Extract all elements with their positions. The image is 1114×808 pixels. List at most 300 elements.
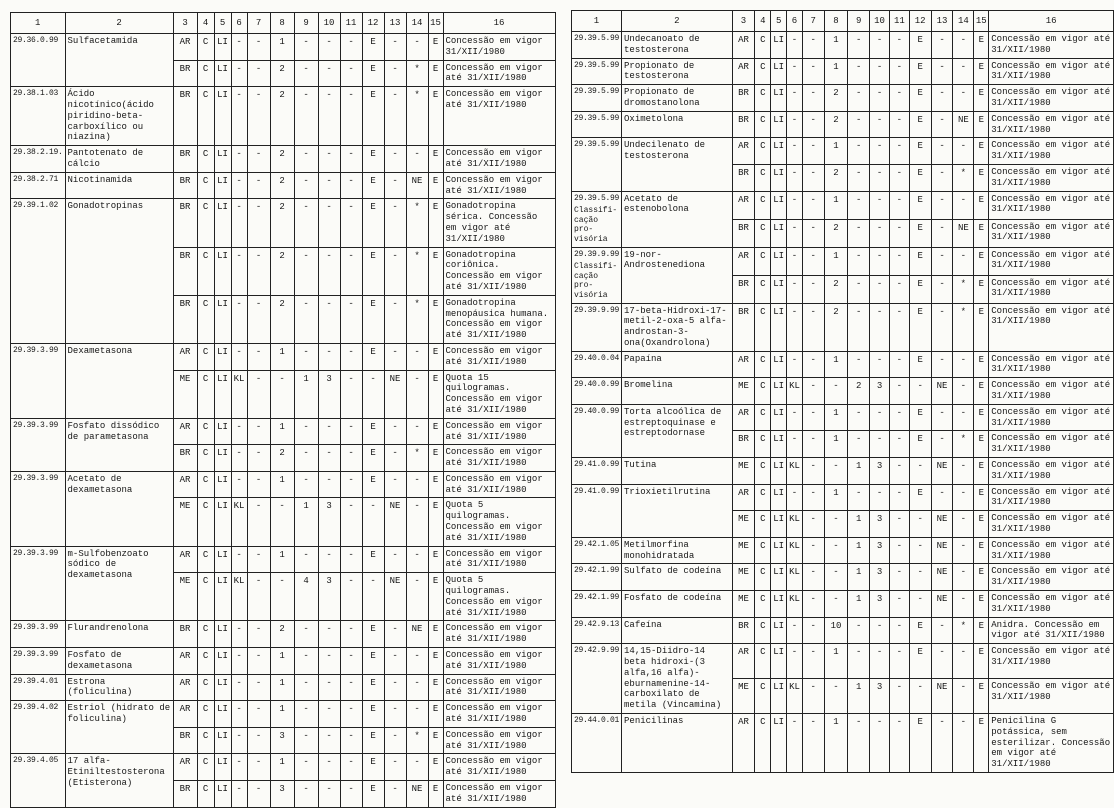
value-cell-col6: - (231, 546, 247, 573)
value-cell-col4: C (755, 714, 771, 773)
value-cell-col14: - (953, 58, 974, 85)
substance-name-cell: Bromelina (622, 378, 733, 405)
value-cell-col13: - (384, 247, 406, 295)
value-cell-col15: E (428, 343, 443, 370)
value-cell-col14: - (953, 138, 974, 165)
value-cell-col7: - (802, 431, 824, 458)
left-page (10, 12, 556, 808)
value-cell-col6: - (787, 219, 803, 247)
hs-code: 29.39.4.01 (13, 676, 59, 686)
value-cell-col5: LI (214, 172, 231, 199)
value-cell-col7: - (802, 564, 824, 591)
value-cell-col7: - (247, 701, 270, 728)
value-cell-col15: E (428, 199, 443, 247)
value-cell-col3: AR (732, 351, 755, 378)
table-row (572, 404, 1114, 431)
value-cell-col11: - (889, 458, 909, 485)
table-row (572, 378, 1114, 405)
hs-code-cell (572, 484, 622, 537)
value-cell-col12: E (909, 484, 931, 511)
column-header-13: 13 (931, 11, 953, 32)
substance-name-cell: Gonadotropinas (65, 199, 173, 344)
observation-cell: Quota 15 quilogramas. Concessão em vigor até 31/XII/1980 (443, 370, 555, 418)
value-cell-col13: - (384, 172, 406, 199)
value-cell-col13: - (384, 445, 406, 472)
hs-code-cell (572, 644, 622, 714)
observation-cell: Quota 5 quilogramas. Concessão em vigor até 31/XII/1980 (443, 498, 555, 546)
value-cell-col13: - (931, 617, 953, 644)
substance-name-cell: Estriol (hidrato de foliculina) (65, 701, 173, 754)
value-cell-col5: LI (214, 60, 231, 87)
value-cell-col11: - (340, 418, 362, 445)
value-cell-col10: - (870, 58, 890, 85)
observation-cell: Anidra. Concessão em vigor até 31/XII/1980 (989, 617, 1114, 644)
value-cell-col8: 2 (824, 164, 848, 191)
hs-code-cell (572, 714, 622, 773)
value-cell-col12: E (362, 60, 384, 87)
value-cell-col10: - (318, 701, 340, 728)
value-cell-col6: - (787, 191, 803, 219)
value-cell-col12: E (362, 781, 384, 808)
substance-name-cell: Sulfacetamida (65, 34, 173, 87)
value-cell-col6: - (787, 275, 803, 303)
value-cell-col11: - (889, 511, 909, 538)
value-cell-col8: 2 (824, 85, 848, 112)
value-cell-col8: 1 (824, 247, 848, 275)
value-cell-col9: 1 (848, 511, 870, 538)
hs-code-cell (572, 351, 622, 378)
value-cell-col5: LI (214, 199, 231, 247)
value-cell-col15: E (974, 564, 989, 591)
substance-name-cell: Trioxietilrutina (622, 484, 733, 537)
value-cell-col8: - (824, 537, 848, 564)
value-cell-col3: AR (173, 34, 197, 61)
value-cell-col9: - (848, 431, 870, 458)
value-cell-col8: 2 (824, 303, 848, 351)
hs-code-cell (572, 111, 622, 138)
value-cell-col8: 2 (270, 621, 294, 648)
value-cell-col3: AR (173, 471, 197, 498)
value-cell-col5: LI (214, 621, 231, 648)
value-cell-col14: * (953, 617, 974, 644)
value-cell-col10: - (318, 418, 340, 445)
observation-cell: Concessão em vigor até 31/XII/1980 (443, 701, 555, 728)
classification-note: Classifi-cação pro-visória (574, 262, 618, 300)
observation-cell: Concessão em vigor até 31/XII/1980 (443, 727, 555, 754)
value-cell-col11: - (889, 564, 909, 591)
value-cell-col7: - (802, 58, 824, 85)
value-cell-col4: C (755, 431, 771, 458)
value-cell-col4: C (755, 644, 771, 679)
value-cell-col9: - (294, 172, 318, 199)
value-cell-col10: - (870, 111, 890, 138)
value-cell-col3: ME (732, 378, 755, 405)
value-cell-col4: C (755, 484, 771, 511)
column-header-9: 9 (848, 11, 870, 32)
value-cell-col11: - (889, 484, 909, 511)
value-cell-col14: - (953, 564, 974, 591)
value-cell-col3: BR (732, 219, 755, 247)
value-cell-col9: 1 (848, 679, 870, 714)
value-cell-col4: C (197, 498, 214, 546)
value-cell-col11: - (889, 617, 909, 644)
table-row (572, 537, 1114, 564)
value-cell-col8: 1 (270, 701, 294, 728)
observation-cell: Concessão em vigor até 31/XII/1980 (443, 546, 555, 573)
hs-code-cell (572, 378, 622, 405)
hs-code-cell (572, 458, 622, 485)
hs-code: 29.44.0.01 (574, 716, 620, 725)
value-cell-col13: - (384, 754, 406, 781)
value-cell-col5: LI (771, 431, 787, 458)
value-cell-col12: E (362, 754, 384, 781)
concession-table-right (571, 10, 1114, 773)
observation-cell: Concessão em vigor até 31/XII/1980 (989, 138, 1114, 165)
hs-code: 29.39.9.99 (574, 249, 620, 259)
value-cell-col4: C (197, 295, 214, 343)
value-cell-col7: - (247, 674, 270, 701)
value-cell-col4: C (197, 172, 214, 199)
value-cell-col11: - (340, 727, 362, 754)
value-cell-col5: LI (214, 546, 231, 573)
value-cell-col6: - (231, 754, 247, 781)
value-cell-col13: - (931, 484, 953, 511)
value-cell-col3: BR (173, 60, 197, 87)
value-cell-col5: LI (771, 591, 787, 618)
observation-cell: Concessão em vigor até 31/XII/1980 (443, 87, 555, 146)
value-cell-col13: - (384, 34, 406, 61)
value-cell-col4: C (755, 85, 771, 112)
value-cell-col6: - (787, 431, 803, 458)
table-row (572, 191, 1114, 219)
column-header-4: 4 (755, 11, 771, 32)
value-cell-col15: E (974, 191, 989, 219)
value-cell-col15: E (428, 370, 443, 418)
value-cell-col4: C (755, 511, 771, 538)
value-cell-col9: - (294, 727, 318, 754)
value-cell-col14: - (953, 191, 974, 219)
value-cell-col7: - (802, 247, 824, 275)
value-cell-col7: - (802, 617, 824, 644)
value-cell-col6: - (787, 484, 803, 511)
observation-cell: Concessão em vigor até 31/XII/1980 (989, 537, 1114, 564)
value-cell-col11: - (340, 674, 362, 701)
value-cell-col3: AR (173, 674, 197, 701)
hs-code-cell (11, 701, 66, 754)
value-cell-col5: LI (214, 146, 231, 173)
right-page (571, 10, 1114, 773)
value-cell-col13: - (931, 85, 953, 112)
value-cell-col9: - (294, 781, 318, 808)
value-cell-col7: - (802, 537, 824, 564)
value-cell-col8: 1 (824, 58, 848, 85)
value-cell-col3: AR (173, 343, 197, 370)
table-row (572, 484, 1114, 511)
value-cell-col10: 3 (870, 458, 890, 485)
hs-code: 29.42.1.99 (574, 593, 620, 603)
value-cell-col4: C (197, 34, 214, 61)
value-cell-col11: - (340, 199, 362, 247)
value-cell-col11: - (340, 146, 362, 173)
value-cell-col8: - (824, 458, 848, 485)
value-cell-col12: - (909, 378, 931, 405)
value-cell-col7: - (802, 164, 824, 191)
value-cell-col10: 3 (318, 370, 340, 418)
value-cell-col11: - (889, 351, 909, 378)
column-header-12: 12 (362, 13, 384, 34)
hs-code-cell (572, 303, 622, 351)
hs-code-cell (572, 591, 622, 618)
value-cell-col6: - (787, 617, 803, 644)
observation-cell: Concessão em vigor até 31/XII/1980 (443, 674, 555, 701)
value-cell-col15: E (974, 219, 989, 247)
hs-code-cell (11, 146, 66, 173)
value-cell-col11: - (889, 431, 909, 458)
observation-cell: Concessão em vigor até 31/XII/1980 (443, 343, 555, 370)
value-cell-col4: C (197, 781, 214, 808)
value-cell-col10: - (870, 484, 890, 511)
value-cell-col15: E (428, 247, 443, 295)
value-cell-col9: 1 (848, 458, 870, 485)
value-cell-col15: E (974, 537, 989, 564)
observation-cell: Quota 5 quilogramas. Concessão em vigor até 31/XII/1980 (443, 573, 555, 621)
value-cell-col8: - (824, 591, 848, 618)
value-cell-col14: * (406, 295, 428, 343)
observation-cell: Concessão em vigor até 31/XII/1980 (989, 275, 1114, 303)
table-row (572, 564, 1114, 591)
observation-cell: Concessão em vigor até 31/XII/1980 (443, 146, 555, 173)
value-cell-col9: - (294, 295, 318, 343)
value-cell-col6: - (231, 87, 247, 146)
hs-code: 29.42.9.13 (574, 619, 620, 629)
value-cell-col10: - (870, 404, 890, 431)
hs-code: 29.39.4.02 (13, 703, 59, 713)
value-cell-col3: AR (732, 644, 755, 679)
value-cell-col11: - (889, 591, 909, 618)
value-cell-col9: - (848, 303, 870, 351)
value-cell-col5: LI (214, 295, 231, 343)
table-row (11, 418, 556, 445)
substance-name-cell: Nicotinamida (65, 172, 173, 199)
hs-code: 29.39.5.99 (574, 140, 620, 150)
substance-name-cell: Tutina (622, 458, 733, 485)
column-header-14: 14 (406, 13, 428, 34)
value-cell-col14: - (406, 754, 428, 781)
value-cell-col6: KL (787, 591, 803, 618)
table-row (11, 546, 556, 573)
value-cell-col14: - (406, 573, 428, 621)
value-cell-col4: C (197, 573, 214, 621)
value-cell-col10: 3 (318, 573, 340, 621)
value-cell-col8: 1 (270, 648, 294, 675)
value-cell-col15: E (428, 621, 443, 648)
hs-code-cell (572, 58, 622, 85)
value-cell-col15: E (428, 146, 443, 173)
value-cell-col7: - (247, 754, 270, 781)
value-cell-col5: LI (771, 617, 787, 644)
hs-code: 29.40.0.99 (574, 380, 620, 390)
value-cell-col10: - (318, 648, 340, 675)
value-cell-col13: NE (931, 511, 953, 538)
hs-code: 29.40.0.99 (574, 406, 620, 416)
value-cell-col13: - (384, 727, 406, 754)
value-cell-col8: 10 (824, 617, 848, 644)
value-cell-col12: - (909, 511, 931, 538)
value-cell-col4: C (755, 164, 771, 191)
value-cell-col3: AR (732, 404, 755, 431)
value-cell-col5: LI (214, 648, 231, 675)
value-cell-col15: E (428, 418, 443, 445)
value-cell-col3: ME (173, 573, 197, 621)
table-row (572, 351, 1114, 378)
table-row (11, 87, 556, 146)
value-cell-col11: - (340, 370, 362, 418)
value-cell-col11: - (340, 247, 362, 295)
value-cell-col15: E (428, 648, 443, 675)
hs-code-cell (11, 546, 66, 621)
value-cell-col12: - (362, 370, 384, 418)
value-cell-col14: - (953, 404, 974, 431)
value-cell-col13: - (384, 199, 406, 247)
value-cell-col10: - (318, 754, 340, 781)
observation-cell: Concessão em vigor até 31/XII/1980 (443, 781, 555, 808)
value-cell-col10: - (318, 295, 340, 343)
value-cell-col15: E (974, 275, 989, 303)
value-cell-col5: LI (771, 511, 787, 538)
value-cell-col5: LI (214, 418, 231, 445)
value-cell-col6: - (787, 58, 803, 85)
value-cell-col7: - (247, 60, 270, 87)
value-cell-col7: - (247, 546, 270, 573)
value-cell-col6: - (231, 60, 247, 87)
value-cell-col12: - (909, 591, 931, 618)
value-cell-col14: * (953, 164, 974, 191)
value-cell-col7: - (802, 275, 824, 303)
column-header-7: 7 (247, 13, 270, 34)
value-cell-col14: NE (953, 111, 974, 138)
value-cell-col5: LI (771, 138, 787, 165)
value-cell-col6: - (231, 781, 247, 808)
value-cell-col6: - (231, 727, 247, 754)
value-cell-col13: - (384, 781, 406, 808)
hs-code-cell (11, 87, 66, 146)
value-cell-col7: - (247, 648, 270, 675)
column-header-16: 16 (989, 11, 1114, 32)
value-cell-col8: 1 (824, 191, 848, 219)
value-cell-col12: E (909, 85, 931, 112)
value-cell-col10: 3 (318, 498, 340, 546)
value-cell-col7: - (247, 370, 270, 418)
value-cell-col3: AR (732, 247, 755, 275)
value-cell-col12: E (362, 418, 384, 445)
hs-code-cell (11, 674, 66, 701)
value-cell-col3: ME (732, 591, 755, 618)
value-cell-col6: - (787, 303, 803, 351)
value-cell-col6: KL (787, 458, 803, 485)
table-row (572, 303, 1114, 351)
value-cell-col10: 3 (870, 378, 890, 405)
value-cell-col12: - (909, 564, 931, 591)
value-cell-col13: - (931, 644, 953, 679)
substance-name-cell: Undecilenato de testosterona (622, 138, 733, 191)
value-cell-col10: 3 (870, 564, 890, 591)
value-cell-col7: - (802, 138, 824, 165)
value-cell-col15: E (974, 247, 989, 275)
value-cell-col7: - (802, 644, 824, 679)
value-cell-col6: KL (231, 498, 247, 546)
value-cell-col7: - (802, 484, 824, 511)
column-header-7: 7 (802, 11, 824, 32)
value-cell-col15: E (974, 138, 989, 165)
value-cell-col9: - (294, 471, 318, 498)
value-cell-col13: - (384, 418, 406, 445)
value-cell-col4: C (197, 546, 214, 573)
value-cell-col10: - (870, 431, 890, 458)
value-cell-col13: NE (931, 378, 953, 405)
value-cell-col3: BR (732, 164, 755, 191)
hs-code: 29.39.3.99 (13, 345, 59, 355)
value-cell-col10: - (870, 617, 890, 644)
value-cell-col13: - (384, 343, 406, 370)
value-cell-col5: LI (771, 351, 787, 378)
value-cell-col8: - (270, 498, 294, 546)
value-cell-col9: - (294, 418, 318, 445)
value-cell-col15: E (428, 781, 443, 808)
value-cell-col11: - (889, 164, 909, 191)
hs-code-cell (572, 617, 622, 644)
value-cell-col12: E (909, 275, 931, 303)
value-cell-col11: - (889, 191, 909, 219)
value-cell-col3: BR (173, 295, 197, 343)
value-cell-col14: - (953, 484, 974, 511)
substance-name-cell: 19-nor-Androstenediona (622, 247, 733, 303)
hs-code: 29.41.0.99 (574, 460, 620, 470)
value-cell-col11: - (889, 111, 909, 138)
value-cell-col9: - (294, 701, 318, 728)
value-cell-col12: E (909, 138, 931, 165)
value-cell-col11: - (889, 644, 909, 679)
value-cell-col12: E (362, 546, 384, 573)
value-cell-col7: - (247, 172, 270, 199)
value-cell-col11: - (340, 343, 362, 370)
observation-cell: Concessão em vigor até 31/XII/1980 (989, 431, 1114, 458)
substance-name-cell: Flurandrenolona (65, 621, 173, 648)
value-cell-col15: E (428, 34, 443, 61)
value-cell-col14: - (406, 370, 428, 418)
substance-name-cell: 14,15-Diidro-14 beta hidroxi-(3 alfa,16 alfa)-eburnamenine-14-carboxilato de metila (Vincamina) (622, 644, 733, 714)
observation-cell: Concessão em vigor até 31/XII/1980 (989, 511, 1114, 538)
value-cell-col13: NE (384, 573, 406, 621)
value-cell-col13: - (931, 191, 953, 219)
column-header-15: 15 (428, 13, 443, 34)
value-cell-col12: E (362, 674, 384, 701)
value-cell-col15: E (974, 85, 989, 112)
value-cell-col3: BR (732, 303, 755, 351)
hs-code-cell (11, 754, 66, 807)
value-cell-col11: - (889, 714, 909, 773)
classification-note: Classifi-cação pro-visória (574, 206, 618, 244)
hs-code-cell (11, 172, 66, 199)
value-cell-col7: - (802, 191, 824, 219)
hs-code-cell (11, 418, 66, 471)
value-cell-col10: - (318, 546, 340, 573)
value-cell-col10: - (870, 644, 890, 679)
value-cell-col13: - (384, 621, 406, 648)
table-row (11, 754, 556, 781)
value-cell-col7: - (802, 404, 824, 431)
value-cell-col10: - (318, 781, 340, 808)
value-cell-col4: C (197, 343, 214, 370)
